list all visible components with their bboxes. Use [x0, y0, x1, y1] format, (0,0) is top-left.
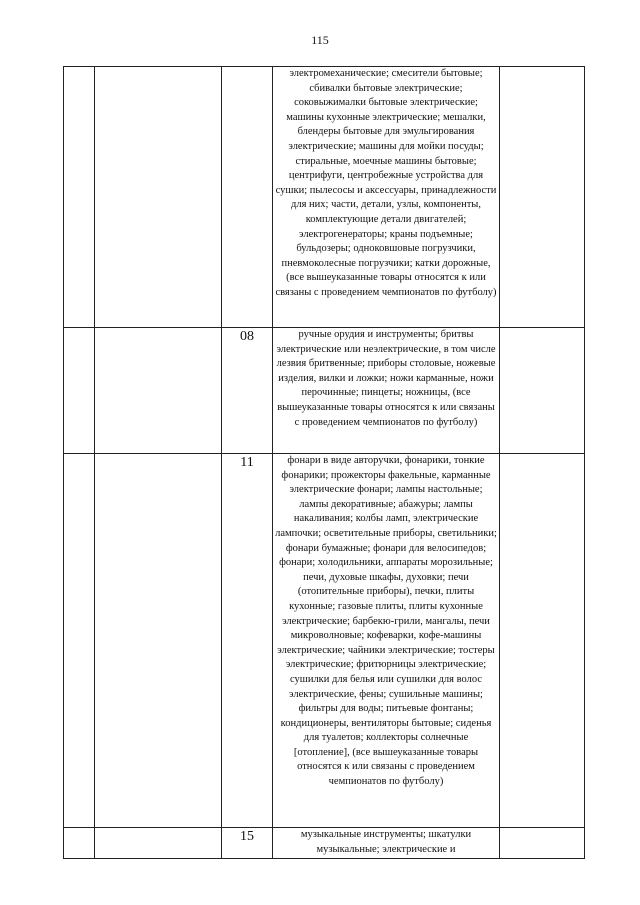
table-row: [64, 828, 585, 859]
goods-description-text: электромеханические; смесители бытовые; сбивалки бытовые электрические; соковыжималки бытовые электрические; машины кухонные электрические; мешалки, блендеры бытовые для эмульгирования электрические; машины для мойки посуды; стиральные, моечные машины бытовые; центрифуги, центробежные устройства для сушки; пылесосы и аксессуары, принадлежности для них; части, детали, узлы, компоненты, комплектующие детали двигателей; электрогенераторы; краны подъемные; бульдозеры; одноковшовые погрузчики, пневмоколесные погрузчики; катки дорожные, (все вышеуказанные товары относятся к или связаны с проведением чемпионатов по футболу): [275, 68, 497, 298]
empty-cell: [95, 828, 222, 859]
empty-cell: [64, 454, 95, 828]
goods-description-text: музыкальные инструменты; шкатулки музыкальные; электрические и: [300, 829, 472, 855]
class-code-cell: [222, 67, 273, 328]
goods-description-cell: [273, 328, 500, 454]
empty-cell: [95, 328, 222, 454]
empty-cell: [500, 454, 585, 828]
empty-cell: [95, 67, 222, 328]
class-code-cell: 08: [222, 328, 273, 454]
empty-cell: [95, 454, 222, 828]
empty-cell: [64, 828, 95, 859]
empty-cell: [64, 67, 95, 328]
table-row: [64, 67, 585, 328]
goods-description-text: фонари в виде авторучки, фонарики, тонкие фонарики; прожекторы факельные, карманные электрические фонари; лампы настольные; лампы декоративные; абажуры; лампы накаливания; колбы ламп, электрические лампочки; осветительные приборы, светильники; фонари бумажные; фонари для велосипедов; фонари; холодильники, аппараты морозильные; печи, духовые шкафы, духовки; печи (отопительные приборы), печки, плиты кухонные; газовые плиты, плиты кухонные электрические; барбекю-грили, мангалы, печи микроволновые; кофеварки, кофе-машины электрические; чайники электрические; тостеры электрические; фритюрницы электрические; сушилки для белья или сушилки для волос электрические, фены; сушильные машины; фильтры для воды; питьевые фонтаны; кондиционеры, вентиляторы бытовые; сиденья для туалетов; коллекторы солнечные [отопление], (все вышеуказанные товары относятся к или связаны с проведением чемпионатов по футболу): [275, 455, 497, 788]
table-row: [64, 328, 585, 454]
class-code-cell: 11: [222, 454, 273, 828]
table-row: [64, 454, 585, 828]
goods-description-cell: [273, 67, 500, 328]
page-number: 115: [311, 33, 329, 47]
empty-cell: [500, 67, 585, 328]
goods-table: [63, 66, 585, 859]
empty-cell: [500, 328, 585, 454]
empty-cell: [64, 328, 95, 454]
goods-description-cell: [273, 828, 500, 859]
class-code-cell: 15: [222, 828, 273, 859]
empty-cell: [500, 828, 585, 859]
goods-description-text: ручные орудия и инструменты; бритвы электрические или неэлектрические, в том числе лезвия бритвенные; приборы столовые, ножевые изделия, вилки и ложки; ножи карманные, ножи перочинные; пинцеты; ножницы, (все вышеуказанные товары относятся к или связаны с проведением чемпионатов по футболу): [276, 329, 496, 428]
goods-description-cell: [273, 454, 500, 828]
